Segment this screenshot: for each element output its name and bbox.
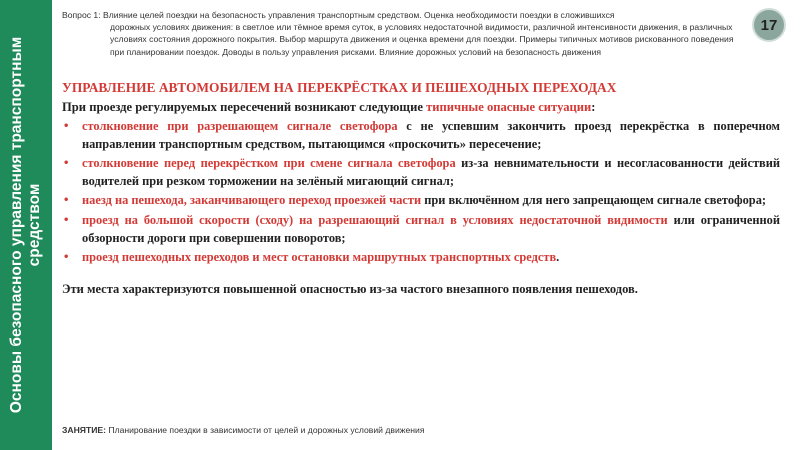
list-item (62, 155, 780, 190)
page-number-badge: 17 (752, 8, 786, 42)
item-text: или ограниченной обзорности дороги при совершении поворотов; (82, 212, 780, 245)
bullet-icon: • (63, 214, 70, 226)
item-text: из-за невнимательности и несогласованности действий водителей при резком торможении на зелёный мигающий сигнал; (82, 156, 780, 188)
item-highlight: проезд на большой скорости (сходу) на разрешающий сигнал в условиях недостаточной видимости (82, 212, 668, 227)
bullet-icon: • (63, 121, 70, 132)
intro-highlight: типичные опасные ситуации (426, 100, 592, 114)
item-highlight: столкновение при разрешающем сигнале светофора (82, 119, 398, 133)
sidebar (0, 0, 52, 450)
bullet-icon: • (63, 158, 70, 170)
hazard-list (62, 118, 780, 267)
bullet-icon: • (63, 252, 70, 264)
item-text: с не успевшим закончить проезд перекрёстка в поперечном направлении транспортным средством, пытающимся «проскочить» пересечение; (82, 119, 780, 151)
footer-text: Планирование поездки в зависимости от целей и дорожных условий движения (106, 425, 425, 435)
question-head: Вопрос 1: Влияние целей поездки на безопасность управления транспортным средством. Оценка необходимости поездки в сложившихся (62, 10, 615, 20)
sidebar-title: Основы безопасного управления транспортным средством (8, 36, 43, 414)
intro-end: : (591, 100, 596, 114)
question-text (62, 9, 750, 58)
footer (62, 425, 424, 435)
list-item (62, 192, 780, 210)
main-content (62, 79, 780, 298)
question-rest: дорожных условиях движения: в светлое или тёмное время суток, в условиях недостаточной видимости, различной интенсивности движения, в различных условиях состояния дорожного покрытия. Выбор маршрута движения и оценка времени для поездки. Примеры типичных мотивов рискованного поведения при планировании поездок. Доводы в пользу управления рисками. Влияние дорожных условий на безопасность движения (110, 22, 734, 57)
intro-lead: При проезде регулируемых пересечений возникают следующие (62, 100, 427, 114)
footer-label: ЗАНЯТИЕ: (62, 425, 106, 435)
item-highlight: проезд пешеходных переходов и мест остановки маршрутных транспортных средств (82, 250, 557, 265)
intro-text (62, 98, 780, 116)
item-highlight: столкновение перед перекрёстком при смене сигнала светофора (82, 156, 456, 171)
section-title: УПРАВЛЕНИЕ АВТОМОБИЛЕМ НА ПЕРЕКРЁСТКАХ И ПЕШЕХОДНЫХ ПЕРЕХОДАХ (62, 80, 617, 95)
list-item (62, 249, 780, 267)
bullet-icon: • (63, 195, 70, 207)
list-item (62, 212, 780, 247)
item-text: при включённом для него запрещающем сигнале светофора; (421, 193, 767, 208)
conclusion-text: Эти места характеризуются повышенной опасностью из-за частого внезапного появления пешеходов. (62, 281, 638, 296)
item-highlight: наезд на пешехода, заканчивающего переход проезжей части (82, 193, 422, 208)
list-item (62, 118, 780, 153)
item-text: . (556, 250, 560, 265)
